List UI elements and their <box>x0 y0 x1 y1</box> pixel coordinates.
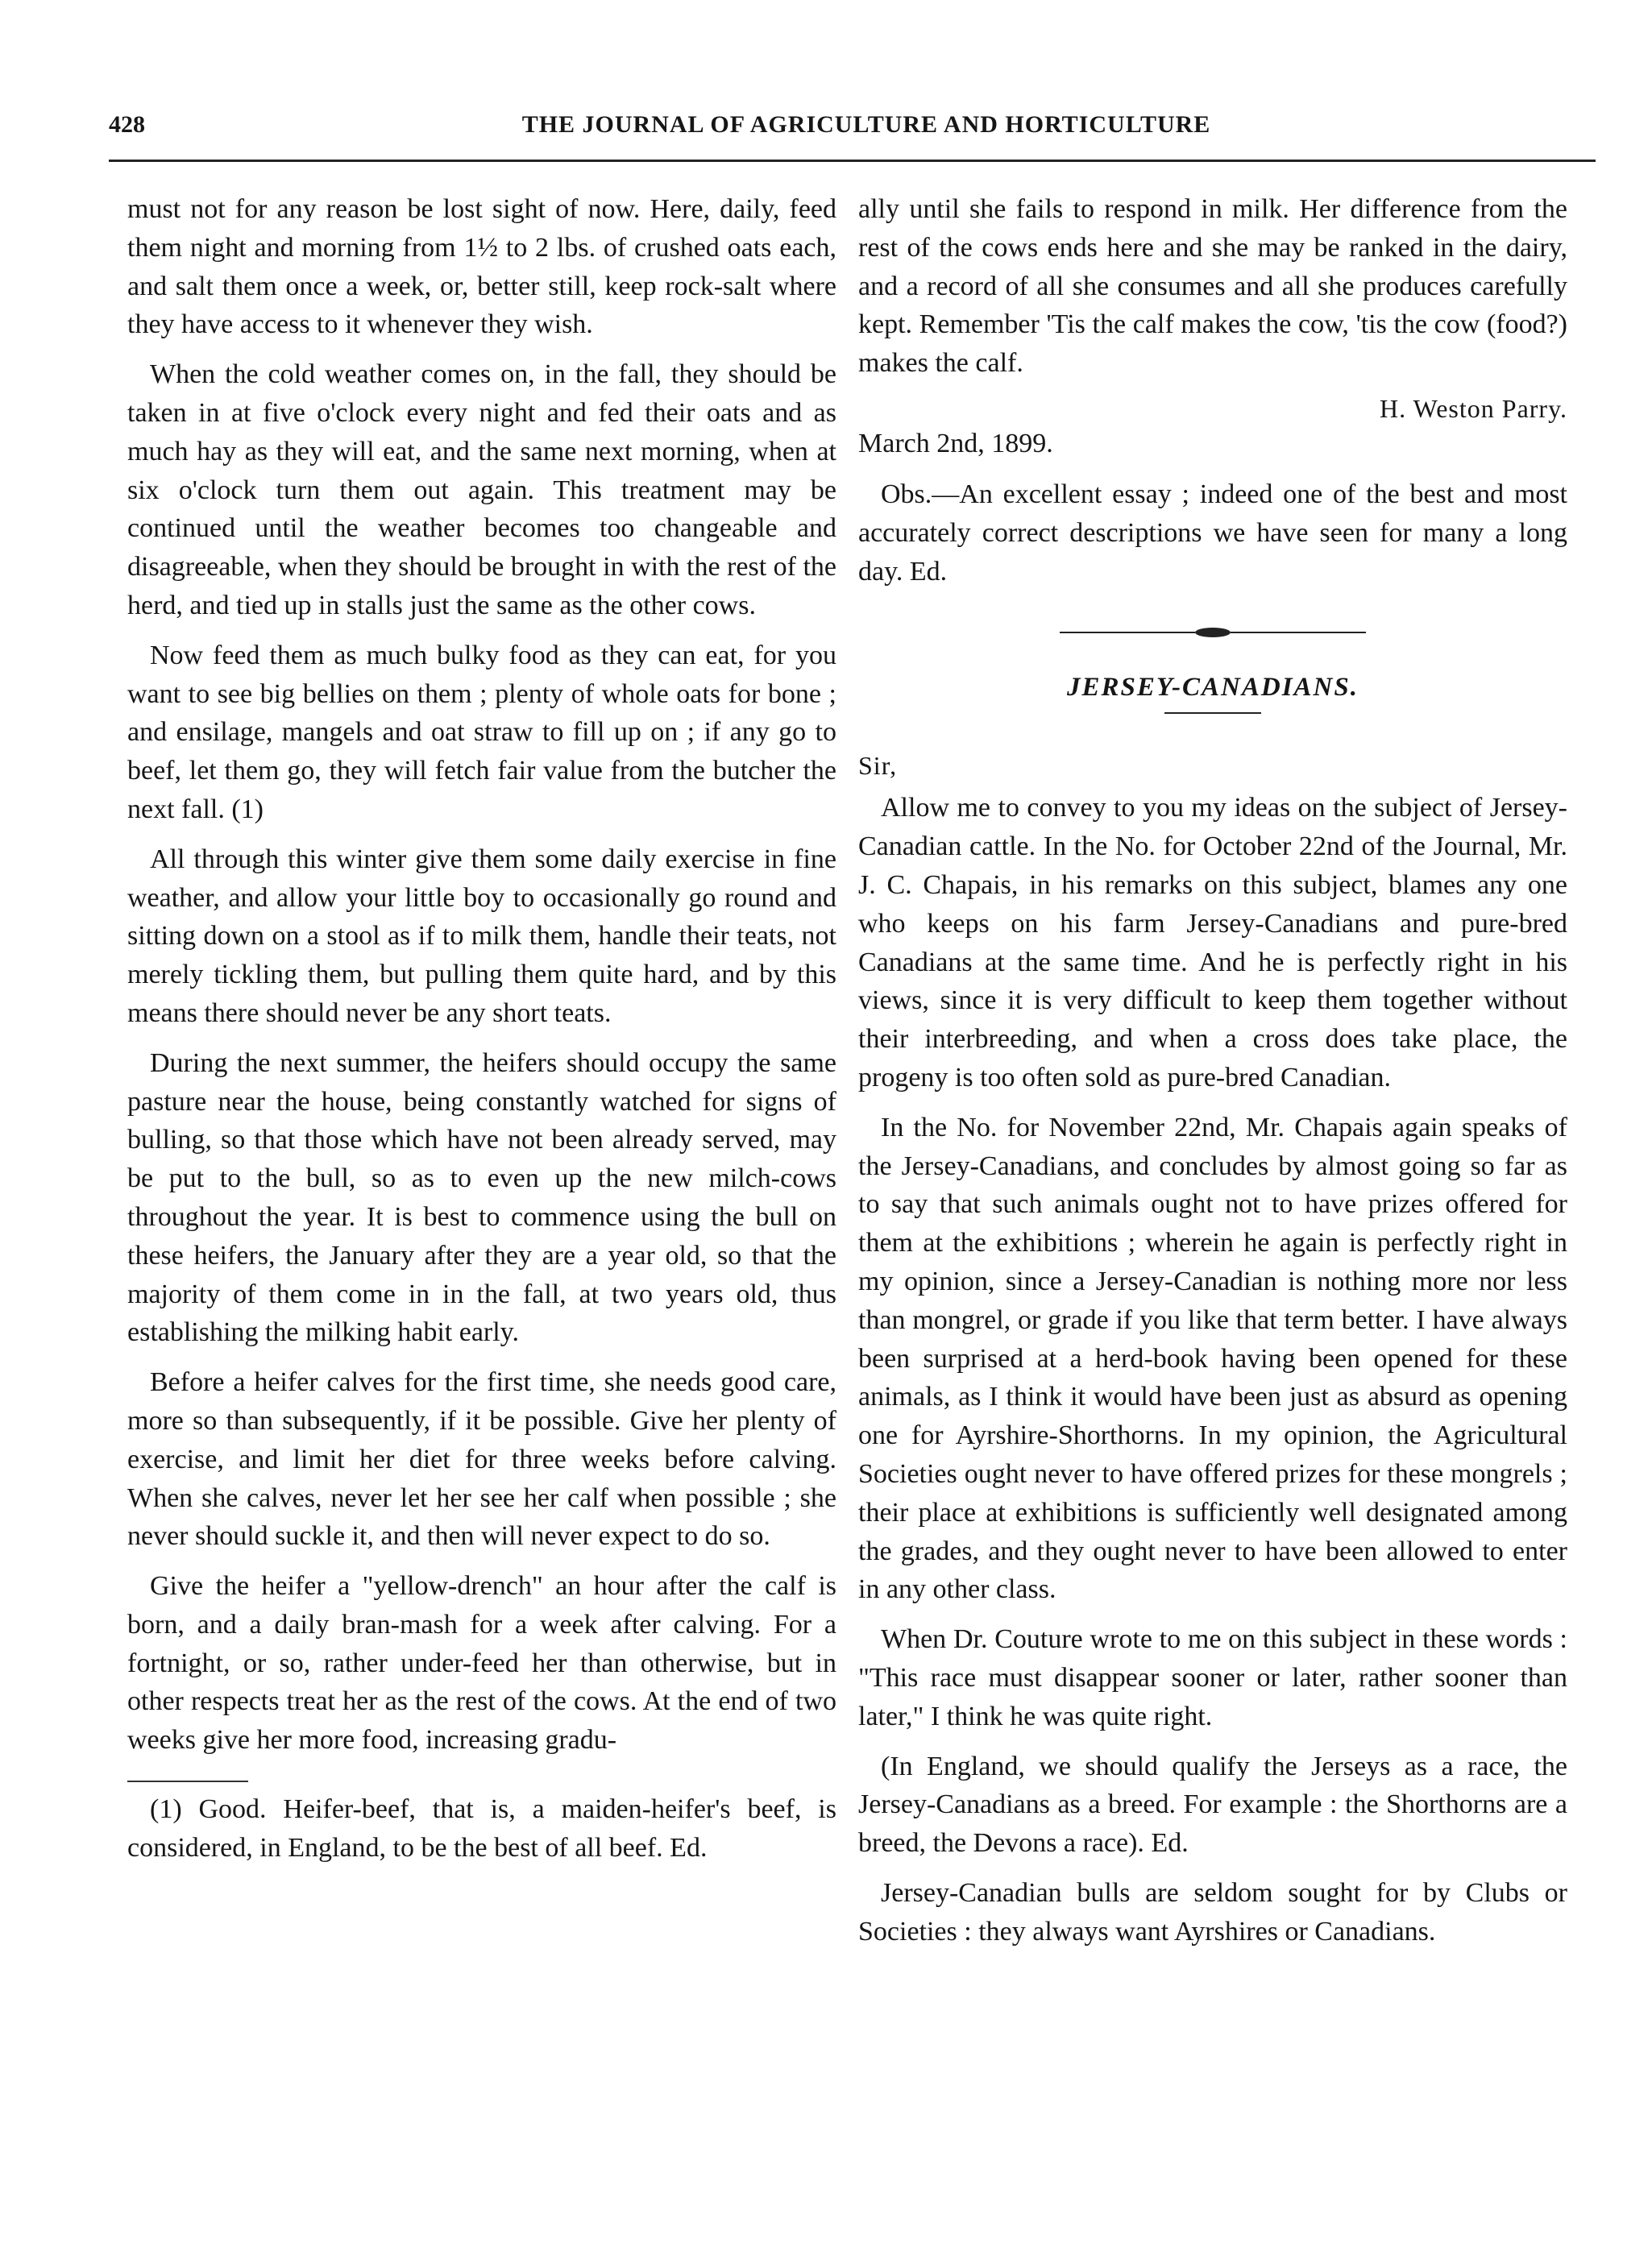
paragraph: When Dr. Couture wrote to me on this subject in these words : "This race must disappear sooner or later, rather sooner than later," I think he was quite right. <box>858 1624 1567 1731</box>
salutation: Sir, <box>858 751 898 781</box>
letter-date: March 2nd, 1899. <box>858 428 1053 458</box>
section-ornament <box>1060 628 1366 637</box>
paragraph: ally until she fails to respond in milk. Her difference from the rest of the cows ends here and she may be ranked in the dairy, and a record of all she consumes and all she produces carefully kept. Remember 'Tis the calf makes the cow, 'tis the cow (food?) makes the calf. <box>858 194 1567 379</box>
paragraph: Give the heifer a "yellow-drench" an hour after the calf is born, and a daily bran-mash for a week after calving. For a fortnight, or so, rather under-feed her than otherwise, but in other respects treat her as the rest of the cows. At the end of two weeks give her more food, increasing gradu- <box>127 1571 836 1756</box>
paragraph: During the next summer, the heifers should occupy the same pasture near the house, being constantly watched for signs of bulling, so that those which have not been already served, may be put to the bull, so as to even up the new milch-cows throughout the year. It is best to commence using the bull on these heifers, the January after they are a year old, so that the majority of them come in in the fall, at two years old, thus establishing the milking habit early. <box>127 1047 836 1348</box>
header-rule <box>109 160 1596 162</box>
paragraph: In the No. for November 22nd, Mr. Chapais again speaks of the Jersey-Canadians, and concludes by almost going so far as to say that such animals ought not to have prizes offered for them at the exhibitions ; wherein he again is perfectly right in my opinion, since a Jersey-Canadian is nothing more nor less than mongrel, or grade if you like that term better. I have always been surprised at a herd-book having been opened for these animals, as I think it would have been just as absurd as opening one for Ayrshire-Shorthorns. In my opinion, the Agricultural Societies ought never to have offered prizes for these mongrels ; their place at exhibitions is sufficiently well designated among the grades, and they ought never to have been allowed to enter in any other class. <box>858 1112 1567 1605</box>
editor-note: Obs.—An excellent essay ; indeed one of the best and most accurately correct descriptions we have seen for many a long day. Ed. <box>858 479 1567 587</box>
title-rule <box>1164 712 1261 714</box>
right-column <box>858 190 1567 1962</box>
paragraph: Before a heifer calves for the first time, she needs good care, more so than subsequently, if it be possible. Give her plenty of exercise, and limit her diet for three weeks before calving. When she calves, never let her see her calf when possible ; she never should suckle it, and then will never expect to do so. <box>127 1367 836 1552</box>
author-signature: H. Weston Parry. <box>1380 393 1567 423</box>
left-column <box>127 190 836 1879</box>
footnote: (1) Good. Heifer-beef, that is, a maiden-heifer's beef, is considered, in England, to be the best of all beef. Ed. <box>127 1794 836 1863</box>
running-title: THE JOURNAL OF AGRICULTURE AND HORTICULTURE <box>521 111 1211 138</box>
paragraph: When the cold weather comes on, in the fall, they should be taken in at five o'clock every night and fed their oats and as much hay as they will eat, and the same next morning, when at six o'clock turn them out again. This treatment may be continued until the weather becomes too changeable and disagreeable, when they should be brought in with the rest of the herd, and tied up in stalls just the same as the other cows. <box>127 359 836 620</box>
page-number: 428 <box>109 111 145 138</box>
paragraph: (In England, we should qualify the Jerseys as a race, the Jersey-Canadians as a breed. For example : the Shorthorns are a breed, the Devons a race). Ed. <box>858 1751 1567 1859</box>
paragraph: Jersey-Canadian bulls are seldom sought for by Clubs or Societies : they always want Ayrshires or Canadians. <box>858 1877 1567 1947</box>
page-header <box>109 111 1596 156</box>
footnote-rule <box>127 1781 248 1782</box>
paragraph: Now feed them as much bulky food as they can eat, for you want to see big bellies on them ; plenty of whole oats for bone ; and ensilage, mangels and oat straw to fill up on ; if any go to beef, let them go, they will fetch fair value from the butcher the next fall. (1) <box>127 640 836 824</box>
paragraph: Allow me to convey to you my ideas on the subject of Jersey-Canadian cattle. In the No. for October 22nd of the Journal, Mr. J. C. Chapais, in his remarks on this subject, blames any one who keeps on his farm Jersey-Canadians and pure-bred Canadians at the same time. And he is perfectly right in his views, since it is very difficult to keep them together without their interbreeding, and when a cross does take place, the progeny is too often sold as pure-bred Canadian. <box>858 793 1567 1093</box>
paragraph: must not for any reason be lost sight of now. Here, daily, feed them night and morning from 1½ to 2 lbs. of crushed oats each, and salt them once a week, or, better still, keep rock-salt where they have access to it whenever they wish. <box>127 194 836 340</box>
paragraph: All through this winter give them some daily exercise in fine weather, and allow your little boy to occasionally go round and sitting down on a stool as if to milk them, handle their teats, not merely tickling them, but pulling them quite hard, and by this means there should never be any short teats. <box>127 844 836 1028</box>
section-title: JERSEY-CANADIANS. <box>1067 673 1359 703</box>
